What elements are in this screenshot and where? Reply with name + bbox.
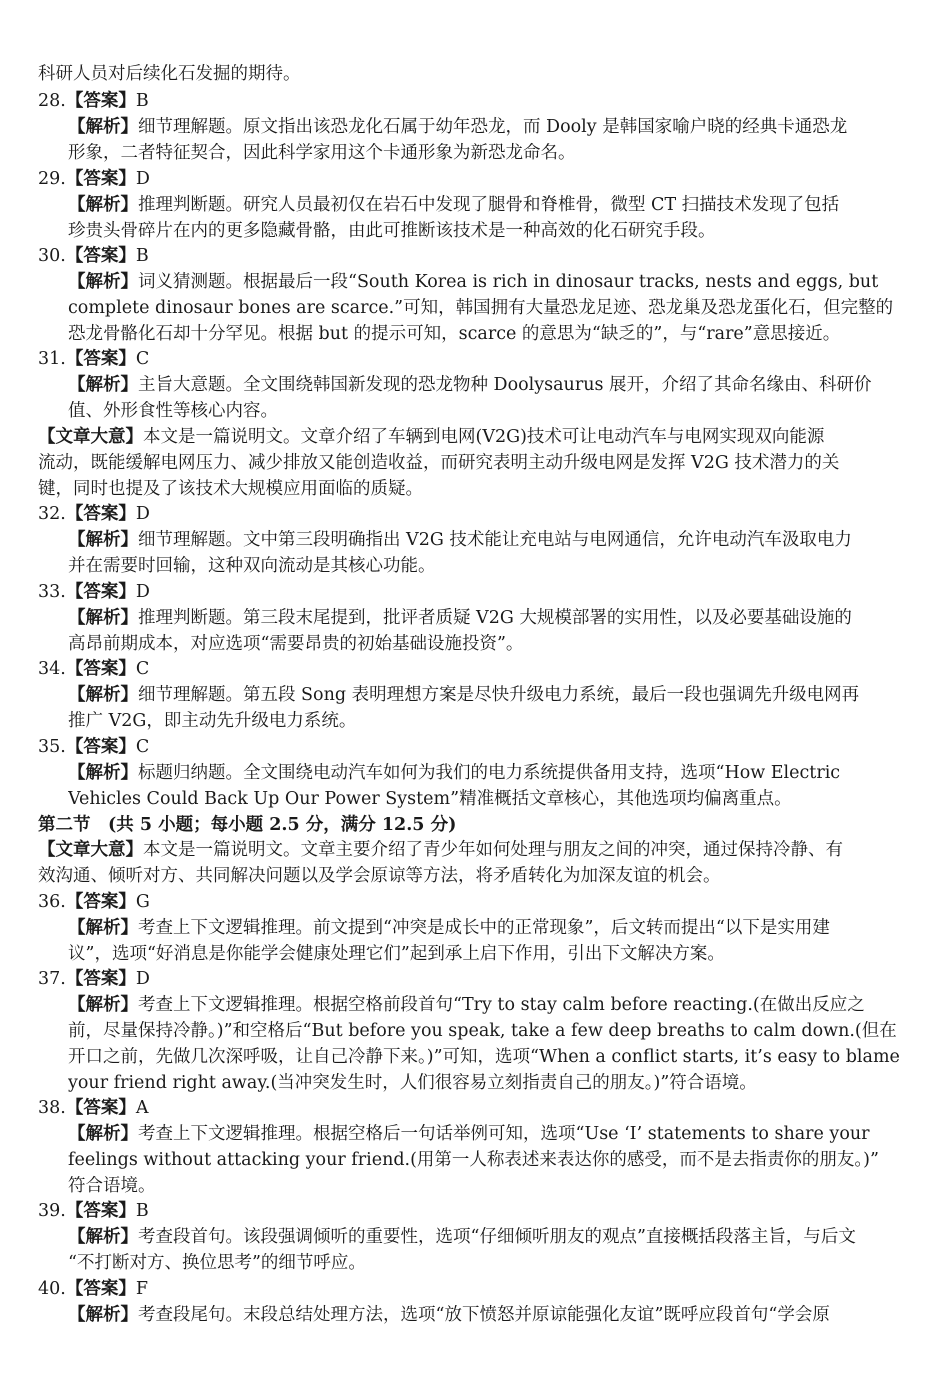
item-32-analysis-line: 并在需要时回输，这种双向流动是其核心功能。 — [68, 556, 436, 576]
answer-value: C — [135, 659, 150, 679]
item-31-answer — [38, 346, 913, 372]
intro-tail-text: 科研人员对后续化石发掘的期待。 — [38, 64, 301, 84]
item-number: 36. — [38, 892, 66, 912]
analysis-text: 考查上下文逻辑推理。根据空格后一句话举例可知，选项“Use ‘I’ statements to share your — [138, 1124, 870, 1144]
item-38-analysis-line: feelings without attacking your friend.(用第一人称表述来表达你的感受，而不是去指责你的朋友。)” — [68, 1150, 879, 1170]
summary-text: 本文是一篇说明文。文章主要介绍了青少年如何处理与朋友之间的冲突，通过保持冷静、有 — [143, 840, 843, 860]
analysis-tag: 【解析】 — [68, 995, 138, 1015]
item-39-analysis-line: “不打断对方、换位思考”的细节呼应。 — [68, 1253, 366, 1273]
item-number: 29. — [38, 169, 66, 189]
analysis-tag: 【解析】 — [68, 1227, 138, 1247]
item-37-analysis-line — [68, 992, 913, 1018]
article-summary-line — [38, 424, 913, 450]
item-number: 31. — [38, 349, 66, 369]
item-34-analysis-line — [68, 682, 913, 708]
item-32-analysis-line — [68, 527, 913, 553]
item-35-analysis-line — [68, 760, 913, 786]
analysis-tag: 【解析】 — [68, 530, 138, 550]
item-29-analysis-line: 珍贵头骨碎片在内的更多隐藏骨骼，由此可推断该技术是一种高效的化石研究手段。 — [68, 221, 716, 241]
analysis-tag: 【解析】 — [68, 608, 138, 628]
item-number: 39. — [38, 1201, 66, 1221]
item-number: 28. — [38, 91, 66, 111]
answer-value: A — [135, 1098, 149, 1118]
item-35-analysis-line: Vehicles Could Back Up Our Power System”精准概括文章核心，其他选项均偏离重点。 — [68, 789, 792, 809]
answer-value: F — [135, 1279, 148, 1299]
item-number: 37. — [38, 969, 66, 989]
item-39-analysis-line — [68, 1224, 913, 1250]
item-40-answer — [38, 1276, 913, 1302]
analysis-text: 考查上下文逻辑推理。根据空格前段首句“Try to stay calm before reacting.(在做出反应之 — [138, 995, 865, 1015]
item-30-answer — [38, 243, 913, 269]
summary-tag: 【文章大意】 — [38, 427, 143, 447]
item-33-analysis-line: 高昂前期成本，对应选项“需要昂贵的初始基础设施投资”。 — [68, 634, 524, 654]
item-37-analysis-line: 前，尽量保持冷静。)”和空格后“But before you speak, take a few deep breaths to calm down.(但在 — [68, 1021, 897, 1041]
analysis-text: 考查上下文逻辑推理。前文提到“冲突是成长中的正常现象”，后文转而提出“以下是实用建 — [138, 918, 830, 938]
analysis-tag: 【解析】 — [68, 117, 138, 137]
item-number: 38. — [38, 1098, 66, 1118]
analysis-tag: 【解析】 — [68, 272, 138, 292]
answer-tag: 【答案】 — [65, 659, 136, 679]
answer-tag: 【答案】 — [65, 246, 136, 266]
analysis-tag: 【解析】 — [68, 1124, 138, 1144]
item-37-answer — [38, 966, 913, 992]
item-38-analysis-line — [68, 1121, 913, 1147]
analysis-tag: 【解析】 — [68, 1305, 138, 1325]
item-number: 33. — [38, 582, 66, 602]
analysis-text: 标题归纳题。全文围绕电动汽车如何为我们的电力系统提供备用支持，选项“How Electric — [138, 763, 841, 783]
item-31-analysis-line: 值、外形食性等核心内容。 — [68, 401, 278, 421]
item-33-analysis-line — [68, 605, 913, 631]
answer-tag: 【答案】 — [65, 582, 136, 602]
item-number: 34. — [38, 659, 66, 679]
summary-tag: 【文章大意】 — [38, 840, 143, 860]
item-36-analysis-line — [68, 915, 913, 941]
summary-text: 本文是一篇说明文。文章介绍了车辆到电网(V2G)技术可让电动汽车与电网实现双向能源 — [143, 427, 825, 447]
item-38-analysis-line: 符合语境。 — [68, 1176, 156, 1196]
article-summary-line: 流动，既能缓解电网压力、减少排放又能创造收益，而研究表明主动升级电网是发挥 V2G 技术潜力的关 — [38, 453, 840, 473]
item-35-answer — [38, 734, 913, 760]
item-34-analysis-line: 推广 V2G，即主动先升级电力系统。 — [68, 711, 357, 731]
item-28-answer — [38, 88, 913, 114]
article-summary-line — [38, 837, 913, 863]
answer-value: B — [135, 91, 149, 111]
analysis-tag: 【解析】 — [68, 685, 138, 705]
analysis-tag: 【解析】 — [68, 195, 138, 215]
item-36-analysis-line: 议”，选项“好消息是你能学会健康处理它们”起到承上启下作用，引出下文解决方案。 — [68, 944, 725, 964]
item-30-analysis-line: 恐龙骨骼化石却十分罕见。根据 but 的提示可知，scarce 的意思为“缺乏的”，与“rare”意思接近。 — [68, 324, 841, 344]
item-38-answer — [38, 1095, 913, 1121]
item-34-answer — [38, 656, 913, 682]
item-40-analysis-line — [68, 1302, 913, 1328]
analysis-tag: 【解析】 — [68, 918, 138, 938]
answer-value: D — [135, 169, 150, 189]
answer-tag: 【答案】 — [65, 1279, 136, 1299]
answer-tag: 【答案】 — [65, 169, 136, 189]
item-28-analysis-line — [68, 114, 913, 140]
answer-value: C — [135, 349, 150, 369]
analysis-text: 推理判断题。研究人员最初仅在岩石中发现了腿骨和脊椎骨，微型 CT 扫描技术发现了包括 — [138, 195, 840, 215]
answer-tag: 【答案】 — [65, 969, 136, 989]
item-number: 35. — [38, 737, 66, 757]
answer-value: D — [135, 504, 150, 524]
item-number: 32. — [38, 504, 66, 524]
section-heading: 第二节 (共 5 小题；每小题 2.5 分，满分 12.5 分) — [38, 815, 457, 835]
item-32-answer — [38, 501, 913, 527]
answer-tag: 【答案】 — [65, 892, 136, 912]
analysis-text: 词义猜测题。根据最后一段“South Korea is rich in dinosaur tracks, nests and eggs, but — [138, 272, 879, 292]
analysis-text: 细节理解题。原文指出该恐龙化石属于幼年恐龙，而 Dooly 是韩国家喻户晓的经典卡通恐龙 — [138, 117, 848, 137]
item-37-analysis-line: your friend right away.(当冲突发生时，人们很容易立刻指责自己的朋友。)”符合语境。 — [68, 1073, 757, 1093]
item-37-analysis-line: 开口之前，先做几次深呼吸，让自己冷静下来。)”可知，选项“When a conflict starts, it’s easy to blame — [68, 1047, 900, 1067]
article-summary-line: 键，同时也提及了该技术大规模应用面临的质疑。 — [38, 479, 423, 499]
answer-tag: 【答案】 — [65, 737, 136, 757]
answer-tag: 【答案】 — [65, 1098, 136, 1118]
analysis-text: 细节理解题。文中第三段明确指出 V2G 技术能让充电站与电网通信，允许电动汽车汲取电力 — [138, 530, 852, 550]
answer-value: G — [135, 892, 150, 912]
item-36-answer — [38, 889, 913, 915]
answer-value: B — [135, 246, 149, 266]
answer-tag: 【答案】 — [65, 91, 136, 111]
analysis-text: 主旨大意题。全文围绕韩国新发现的恐龙物种 Doolysaurus 展开，介绍了其命名缘由、科研价 — [138, 375, 872, 395]
article-summary-line: 效沟通、倾听对方、共同解决问题以及学会原谅等方法，将矛盾转化为加深友谊的机会。 — [38, 866, 721, 886]
analysis-text: 考查段尾句。末段总结处理方法，选项“放下愤怒并原谅能强化友谊”既呼应段首句“学会原 — [138, 1305, 830, 1325]
item-number: 40. — [38, 1279, 66, 1299]
item-28-analysis-line: 形象，二者特征契合，因此科学家用这个卡通形象为新恐龙命名。 — [68, 143, 576, 163]
answer-value: D — [135, 969, 150, 989]
answer-value: B — [135, 1201, 149, 1221]
answer-tag: 【答案】 — [65, 504, 136, 524]
analysis-tag: 【解析】 — [68, 375, 138, 395]
analysis-tag: 【解析】 — [68, 763, 138, 783]
item-number: 30. — [38, 246, 66, 266]
item-30-analysis-line: complete dinosaur bones are scarce.”可知，韩国拥有大量恐龙足迹、恐龙巢及恐龙蛋化石，但完整的 — [68, 298, 894, 318]
analysis-text: 推理判断题。第三段末尾提到，批评者质疑 V2G 大规模部署的实用性，以及必要基础设施的 — [138, 608, 852, 628]
item-30-analysis-line — [68, 269, 913, 295]
analysis-text: 细节理解题。第五段 Song 表明理想方案是尽快升级电力系统，最后一段也强调先升级电网再 — [138, 685, 860, 705]
item-31-analysis-line — [68, 372, 913, 398]
answer-tag: 【答案】 — [65, 349, 136, 369]
item-33-answer — [38, 579, 913, 605]
answer-value: D — [135, 582, 150, 602]
item-29-answer — [38, 166, 913, 192]
answer-tag: 【答案】 — [65, 1201, 136, 1221]
item-39-answer — [38, 1198, 913, 1224]
analysis-text: 考查段首句。该段强调倾听的重要性，选项“仔细倾听朋友的观点”直接概括段落主旨，与后文 — [138, 1227, 856, 1247]
answer-value: C — [135, 737, 150, 757]
item-29-analysis-line — [68, 192, 913, 218]
